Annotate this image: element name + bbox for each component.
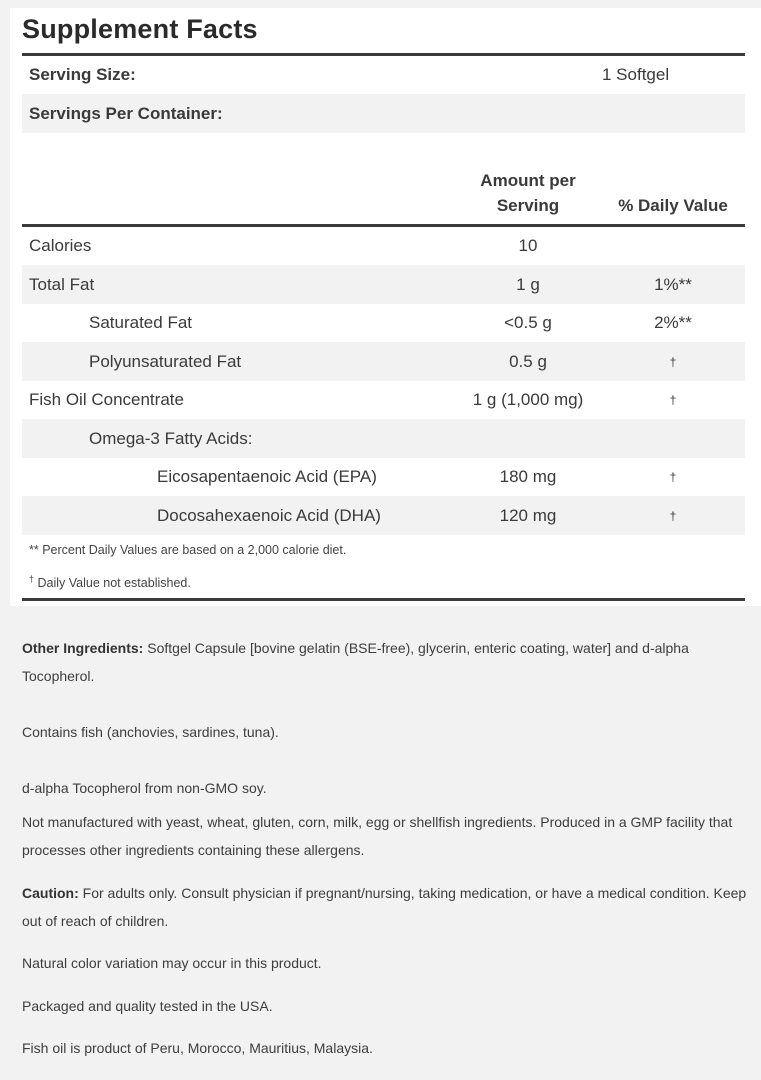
nutrient-amount: 180 mg bbox=[499, 467, 557, 486]
bottom-divider bbox=[22, 598, 745, 601]
nutrient-daily-value: † bbox=[669, 393, 677, 407]
nutrient-daily-value: † bbox=[669, 508, 677, 523]
serving-size-label: Serving Size: bbox=[29, 65, 136, 84]
amount-header-line1: Amount per bbox=[480, 171, 576, 190]
table-row bbox=[22, 304, 745, 342]
nutrient-amount: 1 g bbox=[516, 274, 540, 294]
serving-size-value: 1 Softgel bbox=[602, 65, 670, 84]
nutrient-daily-value: † bbox=[669, 470, 677, 484]
nutrient-name: Saturated Fat bbox=[89, 313, 193, 332]
nutrient-name: Eicosapentaenoic Acid (EPA) bbox=[157, 467, 377, 486]
nutrient-name: Calories bbox=[29, 236, 92, 255]
page-title: Supplement Facts bbox=[22, 14, 258, 44]
table-row bbox=[22, 342, 745, 381]
table-row bbox=[22, 458, 745, 496]
table-row bbox=[22, 419, 745, 458]
percent-daily-footnote: ** Percent Daily Values are based on a 2,000 calorie diet. bbox=[29, 543, 347, 557]
nutrient-name: Docosahexaenoic Acid (DHA) bbox=[157, 505, 381, 525]
table-row bbox=[22, 381, 745, 419]
color-variation-note: Natural color variation may occur in this product. bbox=[22, 955, 322, 971]
origin-note: Fish oil is product of Peru, Morocco, Mauritius, Malaysia. bbox=[22, 1040, 373, 1056]
allergen-note: Not manufactured with yeast, wheat, gluten, corn, milk, egg or shellfish ingredients. Produced in a GMP facility that processes other ingredients containing these allergens. bbox=[22, 814, 733, 858]
nutrient-amount: <0.5 g bbox=[504, 313, 552, 332]
packaged-note: Packaged and quality tested in the USA. bbox=[22, 998, 273, 1014]
dagger-footnote-text: Daily Value not established. bbox=[34, 576, 191, 591]
nutrient-daily-value: 2%** bbox=[654, 313, 692, 332]
nutrient-name: Omega-3 Fatty Acids: bbox=[89, 428, 253, 448]
dagger-footnote bbox=[29, 574, 191, 590]
serving-size-row bbox=[22, 56, 745, 94]
amount-header-line2: Serving bbox=[496, 196, 560, 215]
dagger-symbol: † bbox=[29, 574, 35, 584]
caution-label: Caution: bbox=[22, 885, 79, 901]
table-row bbox=[22, 265, 745, 304]
nutrient-daily-value: 1%** bbox=[654, 274, 692, 294]
servings-per-container-row bbox=[22, 94, 745, 133]
daily-value-header: % Daily Value bbox=[618, 196, 728, 215]
tocopherol-note: d-alpha Tocopherol from non-GMO soy. bbox=[22, 780, 267, 796]
table-row bbox=[22, 496, 745, 535]
other-ingredients-label: Other Ingredients: bbox=[22, 640, 144, 656]
nutrient-amount: 120 mg bbox=[499, 505, 557, 525]
other-ingredients-text: Softgel Capsule [bovine gelatin (BSE-free), glycerin, enteric coating, water] and d-alpha Tocopherol. bbox=[22, 640, 689, 684]
servings-per-container-label: Servings Per Container: bbox=[29, 103, 223, 123]
caution-text: For adults only. Consult physician if pregnant/nursing, taking medication, or have a medical condition. Keep out of reach of children. bbox=[22, 885, 747, 929]
amount-per-serving-header bbox=[448, 168, 608, 218]
nutrient-name: Total Fat bbox=[29, 274, 95, 294]
contains-fish-note: Contains fish (anchovies, sardines, tuna). bbox=[22, 724, 279, 740]
nutrient-amount: 10 bbox=[518, 236, 538, 255]
caution-note bbox=[22, 879, 747, 935]
nutrient-daily-value: † bbox=[669, 354, 677, 369]
other-ingredients bbox=[22, 634, 747, 690]
nutrient-amount: 1 g (1,000 mg) bbox=[472, 390, 584, 409]
nutrient-name: Polyunsaturated Fat bbox=[89, 351, 242, 371]
nutrient-name: Fish Oil Concentrate bbox=[29, 390, 184, 409]
table-row bbox=[22, 227, 745, 265]
nutrient-amount: 0.5 g bbox=[509, 351, 547, 371]
